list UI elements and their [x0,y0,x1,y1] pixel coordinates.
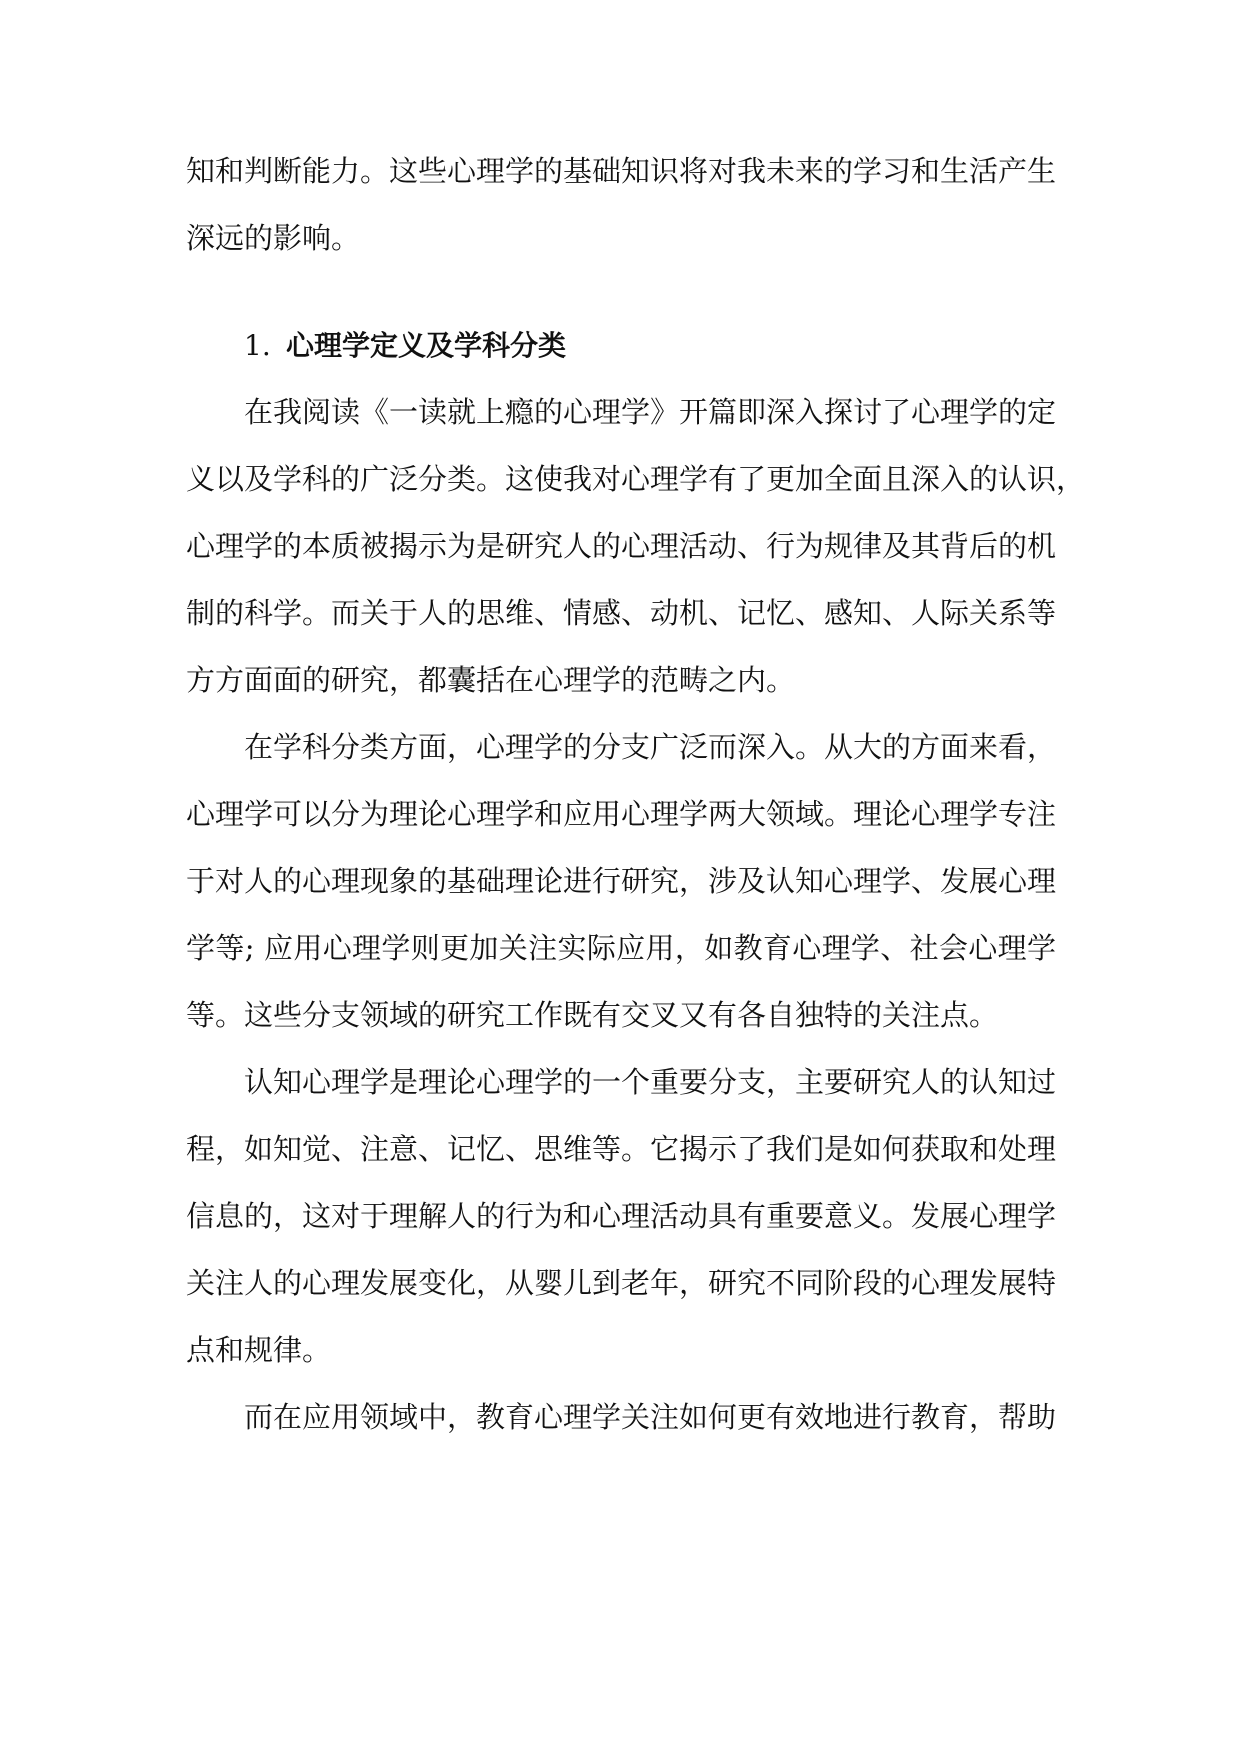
text-line: 义以及学科的广泛分类。这使我对心理学有了更加全面且深入的认识， [186,462,1086,496]
text-line: 关注人的心理发展变化，从婴儿到老年，研究不同阶段的心理发展特 [186,1266,1057,1300]
text-line: 制的科学。而关于人的思维、情感、动机、记忆、感知、人际关系等 [186,596,1057,630]
paragraph-cognitive [186,1049,1056,1384]
text-line: 而在应用领域中，教育心理学关注如何更有效地进行教育，帮助 [244,1400,1057,1434]
text-line: 认知心理学是理论心理学的一个重要分支，主要研究人的认知过 [244,1065,1057,1099]
paragraph-definition [186,379,1086,714]
section-heading [186,312,1056,379]
text-line: 在我阅读《一读就上瘾的心理学》开篇即深入探讨了心理学的定 [244,395,1057,429]
text-line: 知和判断能力。这些心理学的基础知识将对我未来的学习和生活产生 [186,154,1057,188]
section-number: 1. [244,329,271,362]
section-title: 心理学定义及学科分类 [286,329,567,362]
text-line: 点和规律。 [186,1333,332,1367]
text-line: 深远的影响。 [186,221,361,255]
intro-paragraph [186,138,1056,272]
text-line: 程，如知觉、注意、记忆、思维等。它揭示了我们是如何获取和处理 [186,1132,1057,1166]
paragraph-applied [186,1384,1056,1451]
text-line: 在学科分类方面，心理学的分支广泛而深入。从大的方面来看， [244,730,1057,764]
text-line: 心理学的本质被揭示为是研究人的心理活动、行为规律及其背后的机 [186,529,1057,563]
document-body [186,138,1086,1451]
text-line: 等。这些分支领域的研究工作既有交叉又有各自独特的关注点。 [186,998,999,1032]
text-line: 学等; 应用心理学则更加关注实际应用，如教育心理学、社会心理学 [186,931,1056,965]
text-line: 方方面面的研究，都囊括在心理学的范畴之内。 [186,663,796,697]
text-line: 心理学可以分为理论心理学和应用心理学两大领域。理论心理学专注 [186,797,1057,831]
text-line: 信息的，这对于理解人的行为和心理活动具有重要意义。发展心理学 [186,1199,1057,1233]
paragraph-classification [186,714,1056,1049]
text-line: 于对人的心理现象的基础理论进行研究，涉及认知心理学、发展心理 [186,864,1057,898]
